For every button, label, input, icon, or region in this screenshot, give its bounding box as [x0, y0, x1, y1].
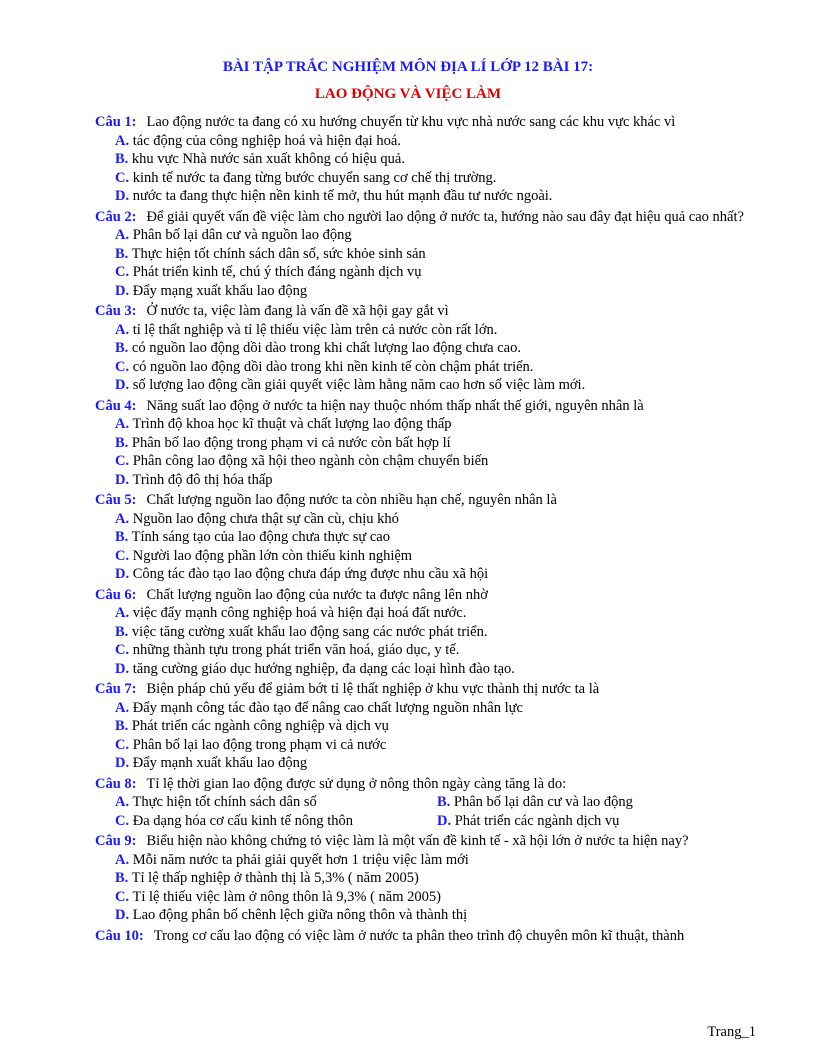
option-letter: C.	[115, 264, 130, 280]
option-text: Tính sáng tạo của lao động chưa thực sự cao	[131, 529, 390, 545]
answer-option[interactable]	[95, 282, 767, 301]
answer-option[interactable]	[95, 623, 767, 642]
option-letter: D.	[115, 566, 130, 582]
answer-option[interactable]	[95, 660, 767, 679]
option-letter: A.	[115, 851, 130, 868]
question-text: Lao động nước ta đang có xu hướng chuyển từ khu vực nhà nước sang các khu vực khác vì	[146, 114, 676, 130]
option-letter: D.	[115, 188, 130, 204]
question-stem	[95, 775, 767, 794]
option-letter: A.	[115, 699, 130, 716]
answer-option[interactable]	[95, 321, 767, 340]
option-letter: B.	[115, 623, 129, 640]
option-letter: D.	[115, 471, 130, 488]
option-letter: C.	[115, 642, 130, 658]
option-letter: B.	[115, 718, 129, 734]
answer-option[interactable]	[95, 717, 767, 736]
option-letter: C.	[115, 358, 130, 375]
question-number: Câu 3:	[95, 303, 137, 319]
option-letter: D.	[115, 282, 130, 299]
answer-option[interactable]	[95, 528, 767, 547]
option-letter: B.	[115, 151, 129, 167]
answer-option[interactable]	[95, 736, 767, 755]
answer-option[interactable]	[95, 641, 767, 660]
option-letter: C.	[115, 547, 130, 564]
option-text: khu vực Nhà nước sản xuất không có hiệu quả.	[131, 151, 405, 167]
question-number: Câu 6:	[95, 586, 137, 603]
answer-option[interactable]	[437, 793, 759, 812]
option-text: tác động của công nghiệp hoá và hiện đại hoá.	[132, 132, 401, 149]
option-letter: C.	[115, 453, 130, 469]
question-text: Năng suất lao động ở nước ta hiện nay thuộc nhóm thấp nhất thế giới, nguyên nhân là	[146, 397, 644, 414]
answer-option[interactable]	[95, 376, 767, 395]
option-letter: A.	[115, 416, 130, 432]
question-text: Chất lượng nguồn lao động nước ta còn nhiều hạn chế, nguyên nhân là	[146, 492, 557, 508]
option-letter: A.	[115, 321, 130, 338]
option-text: Phân bố lại dân cư và nguồn lao động	[132, 227, 352, 243]
question-5	[95, 491, 767, 584]
question-text: Để giải quyết vấn đề việc làm cho người lao dộng ở nước ta, hướng nào sau đây đạt hiệu quả cao nhất?	[146, 208, 744, 225]
question-number: Câu 2:	[95, 208, 137, 225]
answer-option[interactable]	[115, 812, 437, 831]
answer-option[interactable]	[95, 169, 767, 188]
answer-option[interactable]	[95, 906, 767, 925]
option-letter: A.	[115, 605, 130, 621]
option-letter: C.	[115, 812, 130, 829]
answer-option[interactable]	[95, 339, 767, 358]
question-number: Câu 8:	[95, 775, 137, 792]
answer-option[interactable]	[95, 754, 767, 773]
question-number: Câu 10:	[95, 927, 144, 944]
answer-option[interactable]	[95, 471, 767, 490]
option-letter: B.	[115, 434, 129, 451]
option-letter: A.	[115, 794, 130, 810]
question-6	[95, 586, 767, 679]
option-text: Thực hiện tốt chính sách dân số, sức khỏe sinh sản	[131, 245, 426, 262]
answer-option[interactable]	[115, 793, 437, 812]
option-text: nước ta đang thực hiện nền kinh tế mở, thu hút mạnh đầu tư nước ngoài.	[132, 188, 553, 204]
question-stem	[95, 680, 767, 699]
question-stem	[95, 208, 767, 227]
answer-option[interactable]	[95, 415, 767, 434]
answer-option[interactable]	[95, 187, 767, 206]
option-text: Tỉ lệ thấp nghiệp ở thành thị là 5,3% ( năm 2005)	[131, 870, 419, 886]
question-7	[95, 680, 767, 773]
answer-option[interactable]	[95, 869, 767, 888]
option-row	[95, 812, 767, 831]
answer-option[interactable]	[95, 565, 767, 584]
option-text: Lao động phân bố chênh lệch giữa nông thôn và thành thị	[132, 907, 468, 923]
question-number: Câu 7:	[95, 681, 137, 697]
option-text: Thực hiện tốt chính sách dân số	[132, 794, 317, 810]
option-letter: D.	[115, 755, 130, 771]
question-10	[95, 927, 767, 946]
option-letter: A.	[115, 132, 130, 149]
option-text: Phát triển kinh tế, chú ý thích đáng ngành dịch vụ	[132, 264, 422, 280]
question-text: Tỉ lệ thời gian lao động được sử dụng ở nông thôn ngày càng tăng là do:	[146, 775, 567, 792]
option-text: Nguồn lao động chưa thật sự cần cù, chịu khó	[132, 510, 399, 527]
option-letter: B.	[115, 529, 129, 545]
answer-option[interactable]	[95, 699, 767, 718]
answer-option[interactable]	[95, 263, 767, 282]
question-stem	[95, 491, 767, 510]
option-text: có nguồn lao động dồi dào trong khi chất lượng lao động chưa cao.	[131, 340, 521, 356]
option-text: Phân bố lao động trong phạm vi cả nước còn bất hợp lí	[131, 434, 451, 451]
option-text: Tỉ lệ thiếu việc làm ở nông thôn là 9,3% ( năm 2005)	[132, 888, 441, 905]
option-text: việc tăng cường xuất khẩu lao động sang các nước phát triển.	[131, 623, 488, 640]
question-number: Câu 1:	[95, 114, 137, 130]
question-stem	[95, 832, 767, 851]
question-text: Biểu hiện nào không chứng tỏ việc làm là một vấn đề kinh tế - xã hội lớn ở nước ta hiện nay?	[146, 833, 689, 849]
option-letter: B.	[115, 870, 129, 886]
answer-option[interactable]	[437, 812, 759, 831]
question-text: Biện pháp chủ yếu để giảm bớt tỉ lệ thất nghiệp ở khu vực thành thị nước ta là	[146, 681, 600, 697]
option-text: có nguồn lao động dồi dào trong khi nền kinh tế còn chậm phát triển.	[132, 358, 534, 375]
option-letter: B.	[115, 340, 129, 356]
page-title: BÀI TẬP TRẮC NGHIỆM MÔN ĐỊA LÍ LỚP 12 BÀI 17:	[222, 59, 594, 75]
option-letter: B.	[115, 245, 129, 262]
question-stem	[95, 927, 767, 946]
page-number: Trang_1	[707, 1024, 756, 1040]
option-text: Đẩy mạnh công tác đào tạo để nâng cao chất lượng nguồn nhân lực	[132, 699, 523, 716]
option-letter: D.	[115, 660, 130, 677]
option-row	[95, 793, 767, 812]
question-9	[95, 832, 767, 925]
option-text: Phát triển các ngành dịch vụ	[454, 812, 620, 829]
answer-option[interactable]	[95, 452, 767, 471]
option-letter: A.	[115, 227, 130, 243]
question-number: Câu 5:	[95, 492, 137, 508]
option-text: kinh tế nước ta đang từng bước chuyển sang cơ chế thị trường.	[132, 169, 497, 186]
option-text: Phân bố lại dân cư và lao động	[453, 794, 633, 810]
option-text: Trình độ khoa học kĩ thuật và chất lượng lao động thấp	[132, 416, 452, 432]
question-stem	[95, 113, 767, 132]
answer-option[interactable]	[95, 358, 767, 377]
answer-option[interactable]	[95, 245, 767, 264]
question-1	[95, 113, 767, 206]
page-subtitle: LAO ĐỘNG VÀ VIỆC LÀM	[314, 86, 502, 102]
answer-option[interactable]	[95, 226, 767, 245]
option-letter: A.	[115, 510, 130, 527]
question-stem	[95, 397, 767, 416]
answer-option[interactable]	[95, 851, 767, 870]
answer-option[interactable]	[95, 434, 767, 453]
option-letter: C.	[115, 888, 130, 905]
option-text: Đẩy mạng xuất khẩu lao động	[132, 282, 308, 299]
option-letter: D.	[115, 377, 130, 393]
option-text: Mỗi năm nước ta phải giải quyết hơn 1 triệu việc làm mới	[132, 851, 469, 868]
option-letter: D.	[115, 907, 130, 923]
answer-option[interactable]	[95, 510, 767, 529]
question-2	[95, 208, 767, 301]
option-text: Công tác đào tạo lao động chưa đáp ứng được nhu cầu xã hội	[132, 566, 489, 582]
option-letter: B.	[437, 794, 451, 810]
option-text: Đa dạng hóa cơ cấu kinh tế nông thôn	[132, 812, 354, 829]
option-text: số lượng lao động cần giải quyết việc làm hằng năm cao hơn số việc làm mới.	[132, 377, 586, 393]
question-4	[95, 397, 767, 490]
option-text: Đẩy mạnh xuất khẩu lao động	[132, 755, 308, 771]
option-text: Người lao động phần lớn còn thiếu kinh nghiệm	[132, 547, 413, 564]
option-text: việc đẩy mạnh công nghiệp hoá và hiện đại hoá đất nước.	[132, 605, 467, 621]
option-text: Phát triển các ngành công nghiệp và dịch vụ	[131, 718, 389, 734]
question-text: Trong cơ cấu lao động có việc làm ở nước ta phân theo trình độ chuyên môn kĩ thuật, thành	[153, 927, 685, 944]
option-text: những thành tựu trong phát triển văn hoá, giáo dục, y tế.	[132, 642, 460, 658]
answer-option[interactable]	[95, 888, 767, 907]
option-text: Trình độ đô thị hóa thấp	[132, 471, 273, 488]
answer-option[interactable]	[95, 132, 767, 151]
option-letter: C.	[115, 736, 130, 753]
answer-option[interactable]	[95, 547, 767, 566]
question-number: Câu 4:	[95, 397, 137, 414]
question-text: Chất lượng nguồn lao động của nước ta được nâng lên nhờ	[146, 586, 488, 603]
option-text: Phân bố lại lao động trong phạm vi cả nước	[132, 736, 387, 753]
question-list	[95, 113, 767, 947]
answer-option[interactable]	[95, 150, 767, 169]
question-stem	[95, 586, 767, 605]
option-letter: D.	[437, 812, 452, 829]
question-3	[95, 302, 767, 395]
question-number: Câu 9:	[95, 833, 137, 849]
option-text: tăng cường giáo dục hướng nghiệp, đa dạng các loại hình đào tạo.	[132, 660, 515, 677]
question-text: Ở nước ta, việc làm đang là vấn đề xã hội gay gắt vì	[146, 303, 449, 319]
option-letter: C.	[115, 169, 130, 186]
option-text: tỉ lệ thất nghiệp và tỉ lệ thiếu việc làm trên cả nước còn rất lớn.	[132, 321, 498, 338]
question-8	[95, 775, 767, 831]
answer-option[interactable]	[95, 604, 767, 623]
option-text: Phân công lao động xã hội theo ngành còn chậm chuyển biến	[132, 453, 489, 469]
question-stem	[95, 302, 767, 321]
